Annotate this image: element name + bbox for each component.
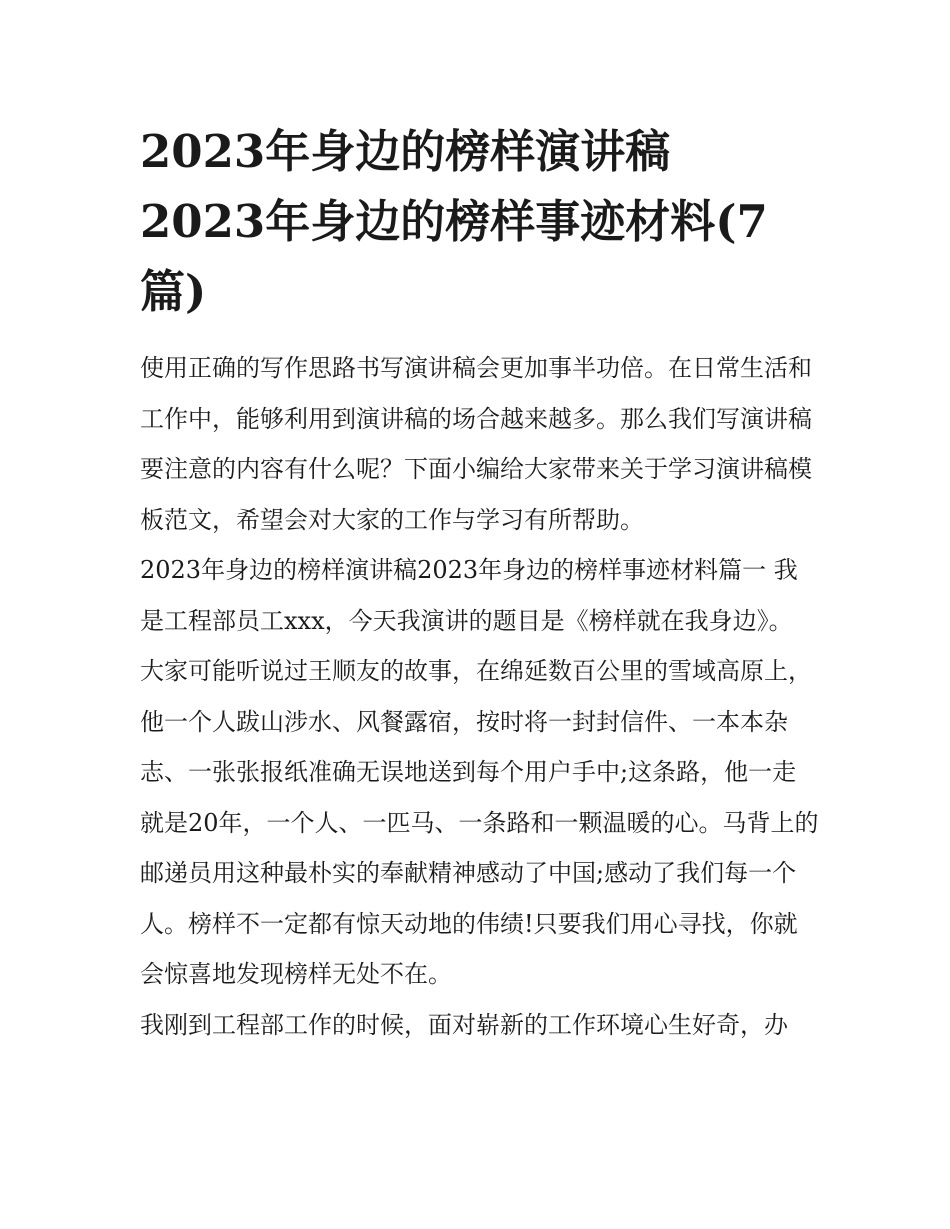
title-line-1: 2023年身边的榜样演讲稿 xyxy=(140,125,671,178)
paragraph-story: 大家可能听说过王顺友的故事，在绵延数百公里的雪域高原上，他一个人跋山涉水、风餐露宿，按时将一封封信件、一本本杂志、一张张报纸准确无误地送到每个用户手中;这条路，他一走就是20年，一个人、一匹马、一条路和一颗温暖的心。马背上的邮递员用这种最朴实的奉献精神感动了中国;感动了我们每一个人。榜样不一定都有惊天动地的伟绩!只要我们用心寻找，你就会惊喜地发现榜样无处不在。 xyxy=(140,657,819,988)
document-body xyxy=(140,343,820,1050)
title-line-2: 2023年身边的榜样事迹材料(7篇) xyxy=(140,195,768,318)
document-title xyxy=(140,117,820,327)
document-page xyxy=(140,117,820,1050)
paragraph-experience: 我刚到工程部工作的时候，面对崭新的工作环境心生好奇，办 xyxy=(140,1010,788,1039)
paragraph-intro: 使用正确的写作思路书写演讲稿会更加事半功倍。在日常生活和工作中，能够利用到演讲稿的场合越来越多。那么我们写演讲稿要注意的内容有什么呢？下面小编给大家带来关于学习演讲稿模板范文，希望会对大家的工作与学习有所帮助。 xyxy=(140,354,812,534)
paragraph-speech-opening: 2023年身边的榜样演讲稿2023年身边的榜样事迹材料篇一 我是工程部员工xxx，今天我演讲的题目是《榜样就在我身边》。 xyxy=(140,556,798,635)
